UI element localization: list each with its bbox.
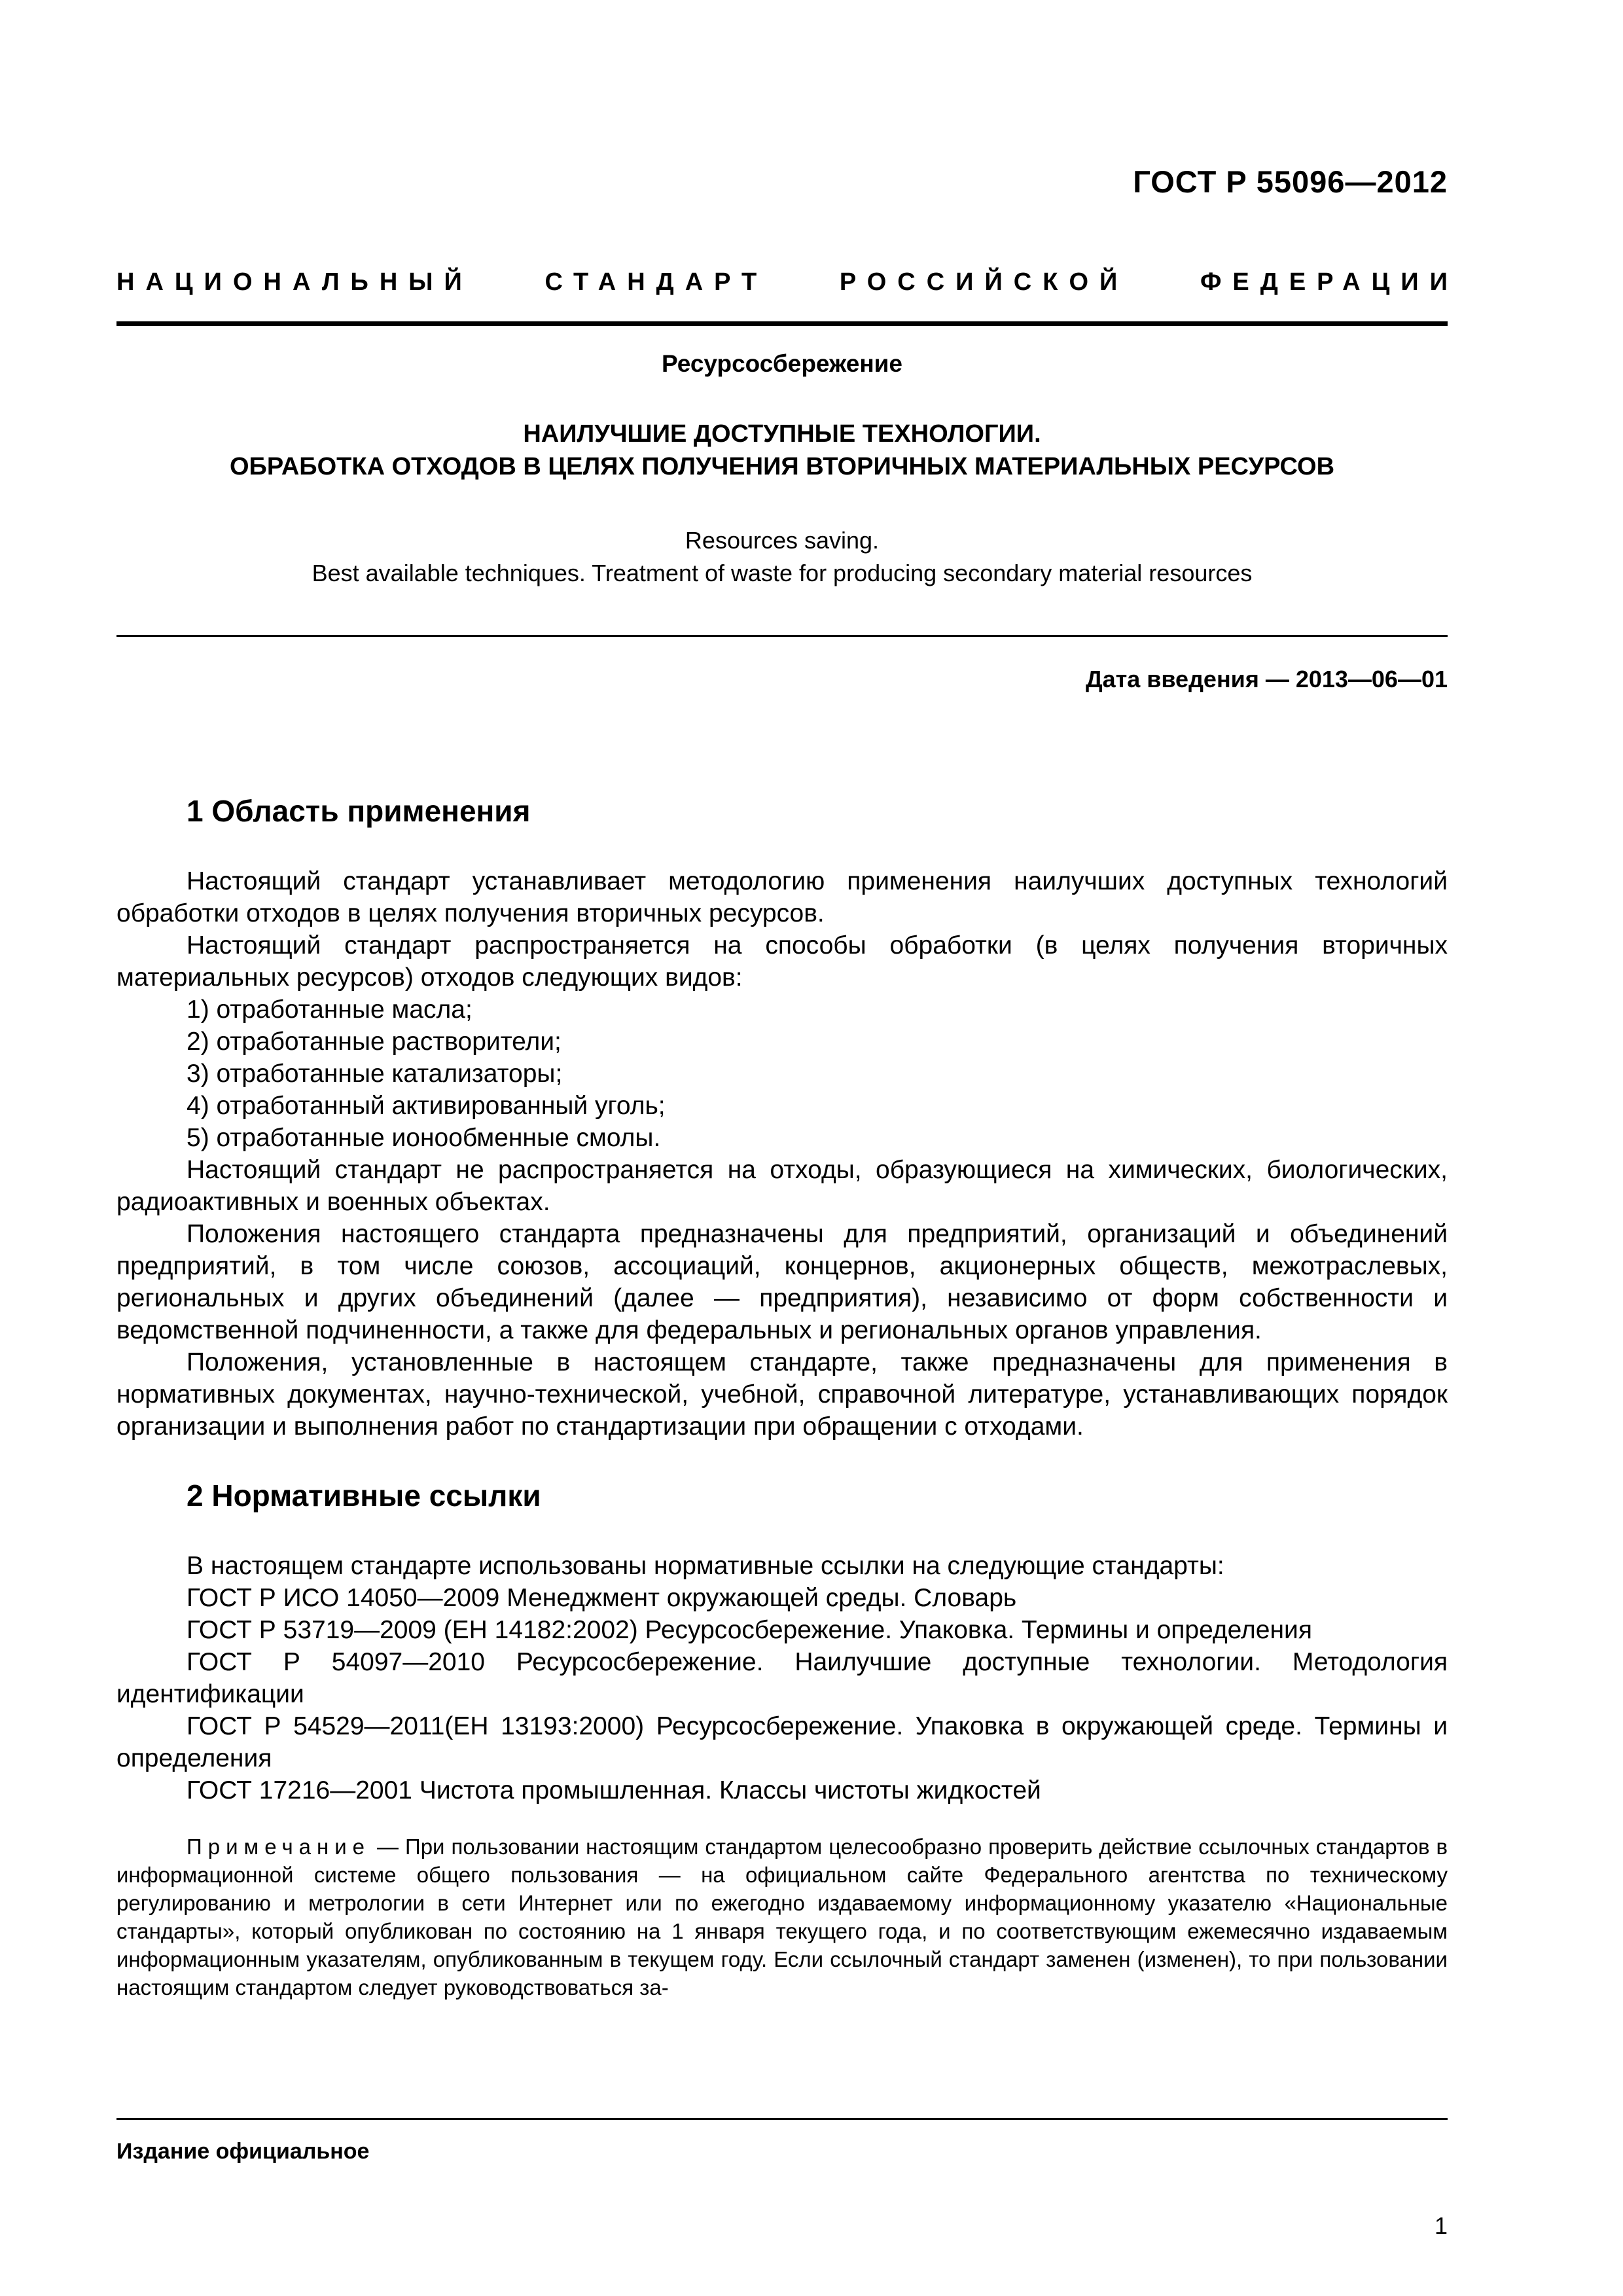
- national-word: РОССИЙСКОЙ: [839, 268, 1129, 296]
- list-item: 1) отработанные масла;: [187, 996, 473, 1024]
- list-item: 2) отработанные растворители;: [187, 1028, 562, 1056]
- reference-item: ГОСТ Р 54529—2011(ЕН 13193:2000) Ресурсосбережение. Упаковка в окружающей среде. Термины и определения: [116, 1712, 1448, 1772]
- footer-divider: [116, 2118, 1448, 2120]
- introduction-date: Дата введения — 2013—06—01: [1085, 666, 1448, 692]
- title-en-line: Resources saving.: [685, 527, 880, 554]
- national-word: ФЕДЕРАЦИИ: [1200, 268, 1459, 296]
- note-text: — При пользовании настоящим стандартом целесообразно проверить действие ссылочных стандартов в информационной системе общего пользования — на официальном сайте Федерального агентства по техническому регулированию и метрологии в сети Интернет или по ежегодно издаваемому информационному указателю «Национальные стандарты», который опубликован по состоянию на 1 января текущего года, и по соответствующим ежемесячно издаваемым информационным указателям, опубликованным в текущем году. Если ссылочный стандарт заменен (изменен), то при пользовании настоящим стандартом следует руководствоваться за-: [116, 1835, 1448, 2000]
- paragraph: Настоящий стандарт устанавливает методологию применения наилучших доступных технологий обработки отходов в целях получения вторичных ресурсов.: [116, 867, 1448, 927]
- title-divider: [116, 635, 1448, 637]
- section-1-body: [116, 865, 1448, 1443]
- header-divider: [116, 321, 1448, 326]
- standard-title-english: [116, 524, 1448, 590]
- national-word: СТАНДАРТ: [544, 268, 768, 296]
- standard-title: [116, 418, 1448, 483]
- national-standard-heading: [116, 268, 1459, 296]
- list-item: 3) отработанные катализаторы;: [187, 1060, 563, 1088]
- official-edition-label: Издание официальное: [116, 2139, 370, 2164]
- standard-category: Ресурсосбережение: [661, 350, 902, 377]
- paragraph: Настоящий стандарт не распространяется на отходы, образующиеся на химических, биологических, радиоактивных и военных объектах.: [116, 1156, 1448, 1216]
- section-2-title: 2 Нормативные ссылки: [187, 1479, 541, 1513]
- note-paragraph: [116, 1833, 1448, 2001]
- section-1-title: 1 Область применения: [187, 794, 531, 828]
- reference-item: ГОСТ Р 53719—2009 (ЕН 14182:2002) Ресурсосбережение. Упаковка. Термины и определения: [187, 1616, 1312, 1644]
- list-item: 4) отработанный активированный уголь;: [187, 1092, 666, 1120]
- note-block: [116, 1833, 1448, 2001]
- reference-item: ГОСТ Р ИСО 14050—2009 Менеджмент окружающей среды. Словарь: [187, 1584, 1017, 1612]
- list-item: 5) отработанные ионообменные смолы.: [187, 1124, 661, 1152]
- paragraph: Положения настоящего стандарта предназначены для предприятий, организаций и объединений предприятий, в том числе союзов, ассоциаций, концернов, акционерных обществ, межотраслевых, региональных и других объединений (далее — предприятия), независимо от форм собственности и ведомственной подчиненности, а также для федеральных и региональных органов управления.: [116, 1220, 1448, 1344]
- reference-item: ГОСТ Р 54097—2010 Ресурсосбережение. Наилучшие доступные технологии. Методология идентификации: [116, 1648, 1448, 1708]
- title-line: НАИЛУЧШИЕ ДОСТУПНЫЕ ТЕХНОЛОГИИ.: [523, 420, 1041, 448]
- national-word: НАЦИОНАЛЬНЫЙ: [116, 268, 473, 296]
- note-label: Примечание: [187, 1835, 371, 1859]
- page-number: 1: [1434, 2212, 1448, 2239]
- title-en-line: Best available techniques. Treatment of waste for producing secondary material resources: [312, 560, 1253, 586]
- reference-item: ГОСТ 17216—2001 Чистота промышленная. Классы чистоты жидкостей: [187, 1776, 1041, 1804]
- section-2-body: [116, 1550, 1448, 1806]
- document-number: ГОСТ Р 55096—2012: [1133, 164, 1448, 199]
- paragraph: В настоящем стандарте использованы нормативные ссылки на следующие стандарты:: [187, 1552, 1224, 1580]
- title-line: ОБРАБОТКА ОТХОДОВ В ЦЕЛЯХ ПОЛУЧЕНИЯ ВТОРИЧНЫХ МАТЕРИАЛЬНЫХ РЕСУРСОВ: [229, 453, 1335, 480]
- paragraph: Настоящий стандарт распространяется на способы обработки (в целях получения вторичных материальных ресурсов) отходов следующих видов:: [116, 931, 1448, 992]
- paragraph: Положения, установленные в настоящем стандарте, также предназначены для применения в нормативных документах, научно-технической, учебной, справочной литературе, устанавливающих порядок организации и выполнения работ по стандартизации при обращении с отходами.: [116, 1348, 1448, 1441]
